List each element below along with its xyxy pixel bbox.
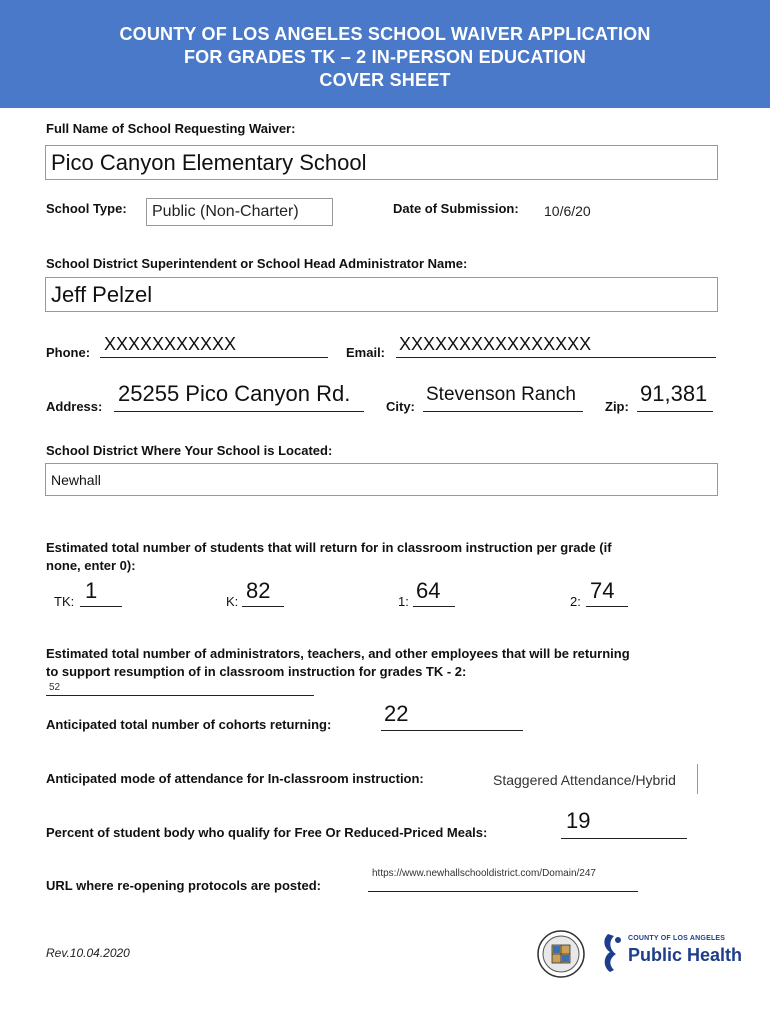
tk-underline bbox=[80, 606, 122, 607]
grade2-label: 2: bbox=[570, 594, 581, 609]
zip-field[interactable]: 91,381 bbox=[640, 381, 708, 406]
attendance-field[interactable]: Staggered Attendance/Hybrid bbox=[493, 772, 676, 788]
admin-name-value: Jeff Pelzel bbox=[51, 281, 153, 307]
phone-underline bbox=[100, 357, 328, 358]
grade2-field[interactable]: 74 bbox=[590, 578, 615, 603]
email-field[interactable]: XXXXXXXXXXXXXXXX bbox=[399, 334, 592, 354]
grade1-underline bbox=[413, 606, 455, 607]
school-type-value: Public (Non-Charter) bbox=[152, 203, 299, 220]
admin-name-field[interactable] bbox=[45, 277, 718, 312]
school-type-field[interactable] bbox=[146, 198, 333, 226]
revision-text: Rev.10.04.2020 bbox=[46, 946, 130, 960]
district-value: Newhall bbox=[51, 471, 101, 488]
zip-label: Zip: bbox=[605, 399, 629, 414]
grade1-field[interactable]: 64 bbox=[416, 578, 441, 603]
form-header bbox=[0, 0, 770, 108]
header-title-line3: COVER SHEET bbox=[319, 70, 451, 90]
meals-field[interactable]: 19 bbox=[566, 808, 591, 833]
tk-field[interactable]: 1 bbox=[85, 578, 98, 603]
public-health-logo-title: Public Health bbox=[628, 945, 743, 965]
k-field[interactable]: 82 bbox=[246, 578, 271, 603]
email-label: Email: bbox=[346, 345, 386, 360]
grade2-underline bbox=[586, 606, 628, 607]
tk-label: TK: bbox=[54, 594, 75, 609]
url-underline bbox=[368, 891, 638, 892]
email-underline bbox=[396, 357, 716, 358]
header-title-line1: COUNTY OF LOS ANGELES SCHOOL WAIVER APPLICATION bbox=[119, 24, 651, 44]
date-label: Date of Submission: bbox=[393, 201, 519, 216]
k-underline bbox=[242, 606, 284, 607]
date-field[interactable]: 10/6/20 bbox=[544, 203, 591, 219]
staff-label-line1: Estimated total number of administrators, teachers, and other employees that will be returning bbox=[46, 646, 630, 661]
phone-label: Phone: bbox=[46, 345, 91, 360]
meals-underline bbox=[561, 838, 687, 839]
school-name-field[interactable] bbox=[45, 145, 718, 180]
district-label: School District Where Your School is Located: bbox=[46, 443, 333, 458]
url-label: URL where re-opening protocols are posted: bbox=[46, 878, 321, 893]
grade1-label: 1: bbox=[398, 594, 409, 609]
cohorts-label: Anticipated total number of cohorts returning: bbox=[46, 717, 332, 732]
phone-field[interactable]: XXXXXXXXXXX bbox=[104, 334, 237, 354]
staff-field[interactable]: 52 bbox=[49, 682, 61, 693]
meals-label: Percent of student body who qualify for Free Or Reduced-Priced Meals: bbox=[46, 825, 488, 840]
address-underline bbox=[114, 411, 364, 412]
admin-name-label: School District Superintendent or School Head Administrator Name: bbox=[46, 256, 468, 271]
address-label: Address: bbox=[46, 399, 103, 414]
city-underline bbox=[423, 411, 583, 412]
address-field[interactable]: 25255 Pico Canyon Rd. bbox=[118, 381, 351, 406]
cohorts-underline bbox=[381, 730, 523, 731]
k-label: K: bbox=[226, 594, 239, 609]
county-seal-icon bbox=[537, 930, 585, 978]
attendance-label: Anticipated mode of attendance for In-classroom instruction: bbox=[46, 771, 424, 786]
school-name-label: Full Name of School Requesting Waiver: bbox=[46, 121, 296, 136]
cohorts-field[interactable]: 22 bbox=[384, 701, 409, 726]
url-field[interactable]: https://www.newhallschooldistrict.com/Domain/247 bbox=[372, 868, 596, 879]
school-name-value: Pico Canyon Elementary School bbox=[51, 149, 367, 175]
city-label: City: bbox=[386, 399, 415, 414]
district-field[interactable] bbox=[45, 463, 718, 496]
city-field[interactable]: Stevenson Ranch bbox=[426, 384, 576, 405]
zip-underline bbox=[637, 411, 713, 412]
staff-label-line2: to support resumption of in classroom instruction for grades TK - 2: bbox=[46, 664, 467, 679]
header-title-line2: FOR GRADES TK – 2 IN-PERSON EDUCATION bbox=[183, 47, 587, 67]
school-type-label: School Type: bbox=[46, 201, 127, 216]
students-label-line1: Estimated total number of students that will return for in classroom instruction per grade (if bbox=[46, 540, 612, 555]
public-health-logo-caption: COUNTY OF LOS ANGELES bbox=[628, 935, 726, 942]
attendance-field-edge bbox=[697, 764, 698, 794]
students-label-line2: none, enter 0): bbox=[46, 558, 136, 573]
staff-underline bbox=[46, 695, 314, 696]
